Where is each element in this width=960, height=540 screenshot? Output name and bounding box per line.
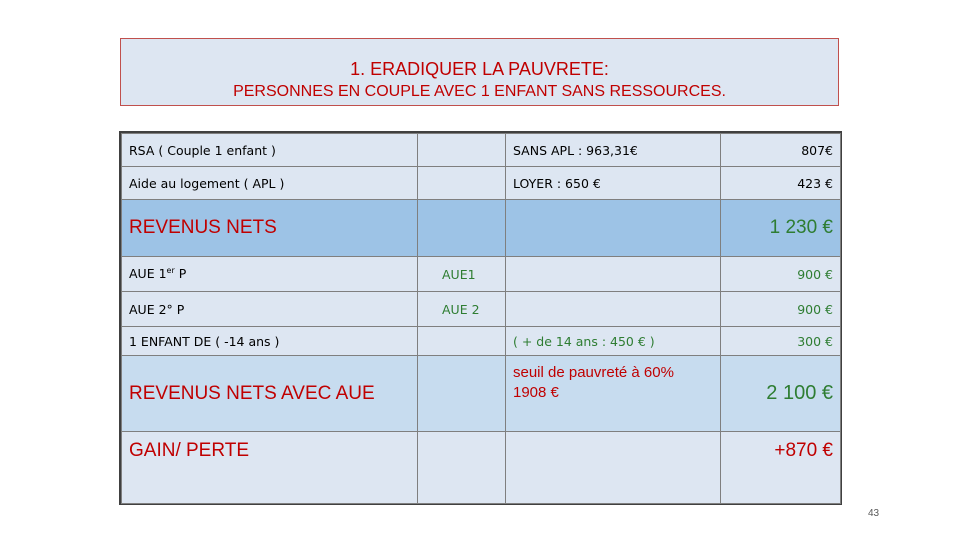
row-amount: +870 € xyxy=(721,432,841,504)
row-amount: 900 € xyxy=(721,292,841,327)
row-label: REVENUS NETS AVEC AUE xyxy=(122,356,418,432)
row-tag: AUE 2 xyxy=(418,292,506,327)
row-note: LOYER : 650 € xyxy=(506,167,721,200)
table-row-aue2 xyxy=(122,292,841,327)
row-label: AUE 2° P xyxy=(122,292,418,327)
row-label: 1 ENFANT DE ( -14 ans ) xyxy=(122,327,418,356)
table-row-revenus-nets xyxy=(122,200,841,257)
row-tag: AUE1 xyxy=(418,257,506,292)
row-label: REVENUS NETS xyxy=(122,200,418,257)
table-row-enfant xyxy=(122,327,841,356)
row-note: SANS APL : 963,31€ xyxy=(506,134,721,167)
row-amount: 300 € xyxy=(721,327,841,356)
page-number: 43 xyxy=(868,508,880,519)
row-label: RSA ( Couple 1 enfant ) xyxy=(122,134,418,167)
row-amount: 1 230 € xyxy=(721,200,841,257)
row-amount: 423 € xyxy=(721,167,841,200)
slide-title: 1. ERADIQUER LA PAUVRETE: xyxy=(350,59,609,79)
table-row-rsa xyxy=(122,134,841,167)
table-row-aue1 xyxy=(122,257,841,292)
poverty-threshold-note: seuil de pauvreté à 60% 1908 € xyxy=(506,356,721,432)
slide-subtitle: PERSONNES EN COUPLE AVEC 1 ENFANT SANS RESSOURCES. xyxy=(233,83,726,100)
table-row-revenus-aue xyxy=(122,356,841,432)
table-row-gain xyxy=(122,432,841,504)
row-label: Aide au logement ( APL ) xyxy=(122,167,418,200)
income-table xyxy=(119,131,842,505)
row-label: AUE 1er P xyxy=(122,257,418,292)
row-amount: 900 € xyxy=(721,257,841,292)
row-amount: 807€ xyxy=(721,134,841,167)
row-amount: 2 100 € xyxy=(721,356,841,432)
row-label: GAIN/ PERTE xyxy=(122,432,418,504)
table-row-apl xyxy=(122,167,841,200)
slide-title-box xyxy=(120,38,839,106)
row-note: ( + de 14 ans : 450 € ) xyxy=(506,327,721,356)
